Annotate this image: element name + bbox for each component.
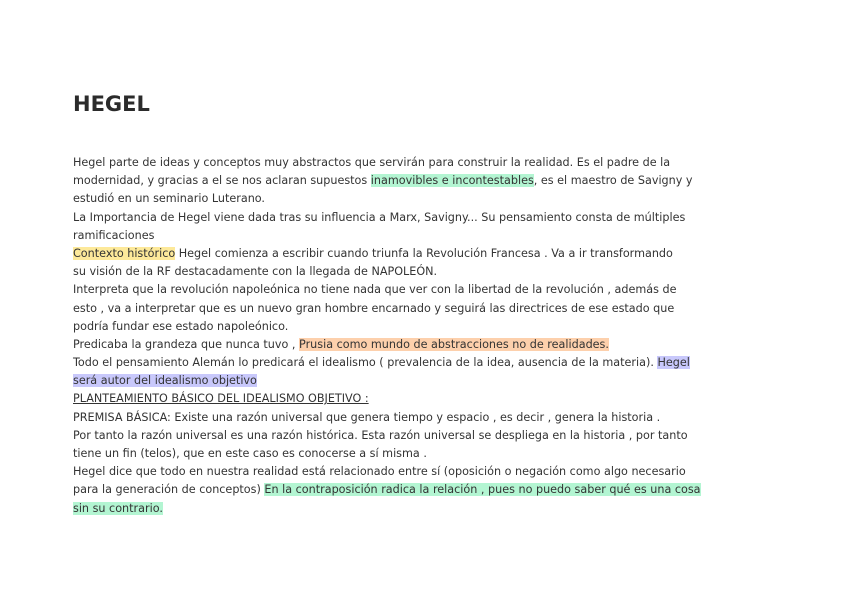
highlight-green: sin su contrario. — [73, 501, 163, 515]
text-span: esto , va a interpretar que es un nuevo gran hombre encarnado y seguirá las directrices de ese estado que — [73, 301, 675, 315]
text-line — [73, 409, 683, 427]
text-span: Interpreta que la revolución napoleónica no tiene nada que ver con la libertad de la revolución , además de — [73, 283, 677, 297]
highlight-purple: Hegel — [657, 356, 690, 370]
text-span: PREMISA BÁSICA: Existe una razón universal que genera tiempo y espacio , es decir , genera la historia . — [73, 410, 661, 424]
highlight-purple: será autor del idealismo objetivo — [73, 374, 257, 388]
text-span: Hegel comienza a escribir cuando triunfa la Revolución Francesa . Va a ir transformando — [175, 246, 673, 260]
highlight-orange: Prusia como mundo de abstracciones no de realidades. — [299, 337, 609, 351]
text-line — [73, 245, 683, 263]
text-line — [73, 172, 693, 190]
text-span: podría fundar ese estado napoleónico. — [73, 319, 289, 333]
text-span: ramificaciones — [73, 228, 155, 242]
text-line — [73, 227, 683, 245]
text-line — [73, 427, 688, 445]
text-span: tiene un fin (telos), que en este caso es conocerse a sí misma . — [73, 447, 427, 460]
text-line — [73, 190, 683, 208]
text-line — [73, 463, 686, 481]
text-span: Hegel dice que todo en nuestra realidad está relacionado entre sí (oposición o negación como algo necesario — [73, 465, 686, 479]
text-line — [73, 390, 683, 408]
text-line — [73, 209, 686, 227]
text-line — [73, 263, 683, 281]
text-span: modernidad, y gracias a el se nos aclaran supuestos — [73, 174, 371, 188]
section-heading: PLANTEAMIENTO BÁSICO DEL IDEALISMO OBJETIVO : — [73, 392, 369, 406]
text-line — [73, 281, 683, 299]
text-line — [73, 500, 683, 518]
text-line — [73, 318, 683, 336]
text-span: , es el maestro de Savigny y — [533, 174, 693, 188]
text-span: estudió en un seminario Luterano. — [73, 192, 265, 206]
highlight-green: inamovibles e incontestables — [370, 174, 534, 188]
text-line — [73, 481, 701, 499]
text-span: La Importancia de Hegel viene dada tras su influencia a Marx, Savigny... Su pensamiento consta de múltiples — [73, 210, 686, 224]
text-line — [73, 445, 683, 463]
text-span: Todo el pensamiento Alemán lo predicará el idealismo ( prevalencia de la idea, ausencia de la materia). — [73, 356, 658, 370]
text-line — [73, 300, 683, 318]
text-line — [73, 372, 683, 390]
highlight-yellow: Contexto histórico — [73, 246, 176, 260]
text-span: Hegel parte de ideas y conceptos muy abstractos que servirán para construir la realidad. Es el padre de la — [73, 156, 671, 169]
highlight-green: En la contraposición radica la relación , pues no puedo saber qué es una cosa — [264, 483, 701, 497]
document-body — [73, 154, 701, 518]
text-span: para la generación de conceptos) — [73, 483, 265, 497]
text-line — [73, 354, 690, 372]
text-span: Predicaba la grandeza que nunca tuvo , — [73, 337, 300, 351]
text-line — [73, 154, 683, 172]
text-span: Por tanto la razón universal es una razón histórica. Esta razón universal se despliega en la historia , por tanto — [73, 428, 688, 442]
document-title: HEGEL — [73, 92, 150, 116]
text-line — [73, 336, 683, 354]
text-span: su visión de la RF destacadamente con la llegada de NAPOLEÓN. — [73, 265, 438, 279]
